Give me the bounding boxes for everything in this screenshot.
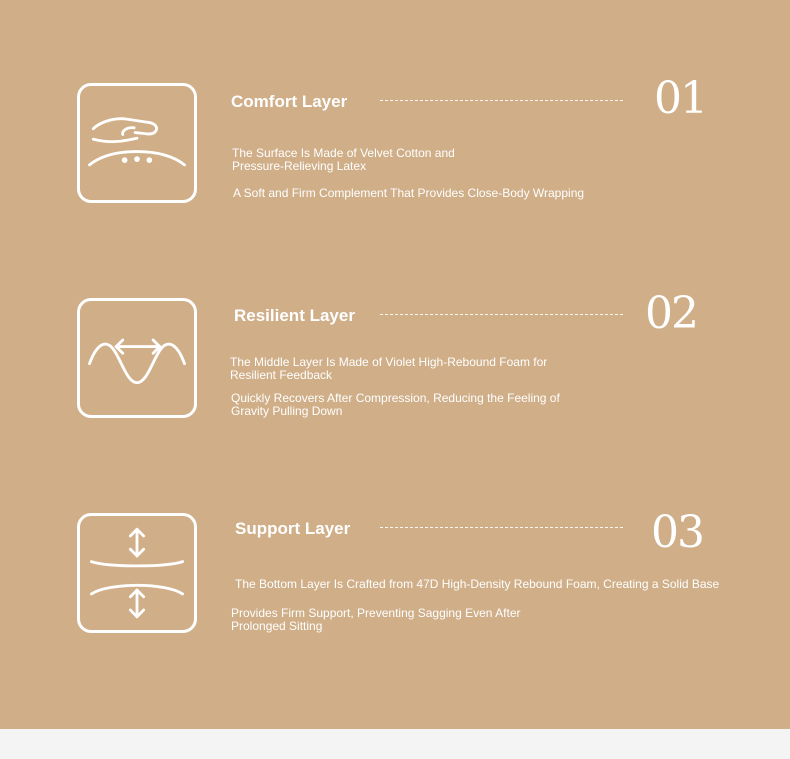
layer-title: Resilient Layer (234, 306, 355, 325)
layer-description-primary: The Surface Is Made of Velvet Cotton and Pressure-Relieving Latex (232, 146, 455, 173)
bottom-strip (0, 729, 790, 759)
layer-title: Comfort Layer (231, 92, 348, 111)
dashed-divider (380, 100, 623, 101)
layer-description-primary: The Middle Layer Is Made of Violet High-Rebound Foam for Resilient Feedback (230, 355, 548, 382)
wave-rebound-icon (77, 298, 197, 418)
layer-number: 01 (654, 73, 706, 124)
layer-number: 02 (645, 288, 697, 339)
layer-description-primary: The Bottom Layer Is Crafted from 47D High-Density Rebound Foam, Creating a Solid Base (235, 577, 720, 591)
hand-pressing-surface-icon (77, 83, 197, 203)
dashed-divider (380, 314, 623, 315)
layer-number: 03 (651, 507, 703, 558)
layer-description-secondary: Quickly Recovers After Compression, Reducing the Feeling of Gravity Pulling Down (231, 391, 560, 418)
vertical-support-arrows-icon (77, 513, 197, 633)
layer-description-secondary: Provides Firm Support, Preventing Sagging Even After Prolonged Sitting (231, 606, 521, 633)
layer-description-secondary: A Soft and Firm Complement That Provides Close-Body Wrapping (233, 186, 585, 200)
layer-title: Support Layer (235, 519, 351, 538)
dashed-divider (380, 527, 623, 528)
